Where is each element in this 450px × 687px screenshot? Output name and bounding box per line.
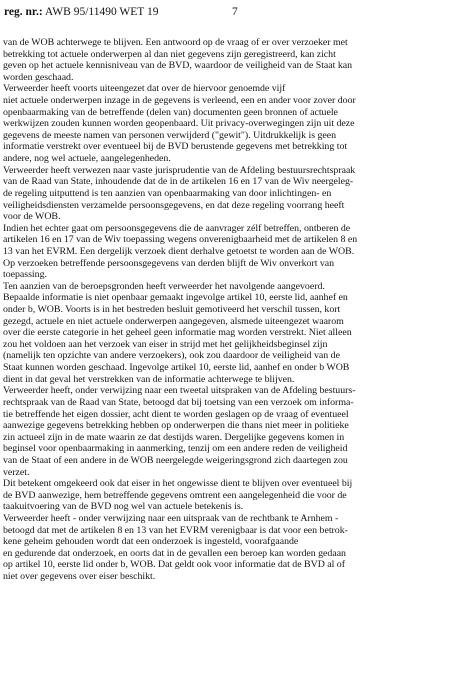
text-line: van de Raad van State, inhoudende dat de in de artikelen 16 en 17 van de Wiv neergeleg- [3,176,354,188]
text-line: onder b, WOB. Voorts is in het bestreden besluit gemotiveerd het verschil tussen, kort [3,304,341,316]
body-text [3,37,443,583]
text-line: (namelijk ten opzichte van andere verzoekers), ook zou daardoor de veiligheid van de [3,350,340,362]
text-line: de regeling uitputtend is ten aanzien van openbaarmaking van door inlichtingen- en [3,187,332,199]
text-line: Op verzoeken betreffende persoonsgegevens van derden blijft de Wiv onverkort van [3,257,335,269]
text-line: en gedurende dat onderzoek, en oorts dat in de gevallen een beroep kan worden gedaan [3,547,346,559]
text-line: veiligheidsdiensten verzamelde persoonsgegevens, en dat deze regeling voorrang heeft [3,199,345,211]
text-line: Verweerder heeft - onder verwijzing naar een uitspraak van de rechtbank te Arnhem - [3,512,339,524]
text-line: kene geheim gehouden wordt dat een onderzoek is ingesteld, voorafgaande [3,536,299,548]
text-line: Verweerder heeft verwezen naar vaste jurisprudentie van de Afdeling bestuursrechtspraak [3,164,356,176]
text-line: artikelen 16 en 17 van de Wiv toepassing wegens onverenigbaarheid met de artikelen 8 en [3,234,358,246]
text-line: beginsel voor openbaarmaking in aanmerking, tenzij om een andere reden de veiligheid [3,443,348,455]
page-number: 7 [232,6,238,18]
text-line: Dit betekent omgekeerd ook dat eiser in het ongewisse dient te blijven over eventueel bij [3,478,353,490]
text-line: zou het voldoen aan het verzoek van eiser in strijd met het gelijkheidsbeginsel zijn [3,338,328,350]
page-header [4,2,440,24]
text-line: Bepaalde informatie is niet openbaar gemaakt ingevolge artikel 10, eerste lid, aanhef en [3,292,348,304]
text-line: gezegd, actuele en niet actuele onderwerpen aangegeven, alsmede uiteengezet waarom [3,315,344,327]
text-line: openbaarmaking van de betreffende (delen van) documenten geen bronnen of actuele [3,106,338,118]
text-line: op artikel 10, eerste lid onder b, WOB. Dat geldt ook voor informatie dat de BVD al of [3,559,345,571]
text-line: andere, nog wel actuele, aangelegenheden. [3,153,171,165]
text-line: betoogd dat met de artikelen 8 en 13 van het EVRM verenigbaar is dat voor een betrok- [3,524,348,536]
text-line: Staat kunnen worden geschaad. Ingevolge artikel 10, eerste lid, aanhef en onder b WOB [3,362,350,374]
text-line: rechtspraak van de Raad van State, betoogd dat bij toetsing van een verzoek om informa- [3,396,354,408]
text-line: de BVD aanwezige, hem betreffende gegevens omtrent een aangelegenheid die voor de [3,489,347,501]
text-line: aanwezige gegevens betrekking hebben op onderwerpen die thans niet meer in politieke [3,420,349,432]
text-line: Ten aanzien van de beroepsgronden heeft verweerder het navolgende aangevoerd. [3,280,325,292]
case-reference [4,6,158,18]
text-line: dient in dat geval het verstrekken van de informatie achterwege te blijven. [3,373,295,385]
text-line: taakuitvoering van de BVD nog wel van actuele betekenis is. [3,501,244,513]
text-line: 13 van het EVRM. Een dergelijk verzoek dient derhalve getoetst te worden aan de WOB. [3,245,355,257]
text-line: verzet. [3,466,30,478]
text-line: toepassing. [3,269,47,281]
text-line: informatie verstrekt over eventueel bij de BVD berustende gegevens met betrekking tot [3,141,348,153]
text-line: gegevens de meeste namen van personen verwijderd ("gewit"). Uitdrukkelijk is geen [3,129,337,141]
text-line: niet over gegevens over eiser beschikt. [3,571,156,583]
text-line: zin actueel zijn in de mate waarin ze dat destijds waren. Dergelijke gegevens komen in [3,431,345,443]
text-line: werkwijzen zouden kunnen worden geopenbaard. Uit privacy-overwegingen zijn uit deze [3,118,355,130]
text-line: betrekking tot actuele onderwerpen al dan niet gegevens zijn geregistreerd, kan zicht [3,48,336,60]
text-line: Indien het echter gaat om persoonsgegevens die de aanvrager zélf betreffen, ontberen de [3,222,351,234]
text-line: Verweerder heeft, onder verwijzing naar een tweetal uitspraken van de Afdeling bestuurs- [3,385,356,397]
text-line: over die eerste categorie in het geheel geen informatie mag worden verstrekt. Niet alleen [3,327,352,339]
reference-number: AWB 95/11490 WET 19 [44,6,159,18]
text-line: Verweerder heeft voorts uiteengezet dat over de hiervoor genoemde vijf [3,83,286,95]
text-line: van de Staat of een andere in de WOB neergelegde weigeringsgrond zich daartegen zou [3,454,348,466]
reference-label: reg. nr.: [4,6,43,18]
text-line: tie betreffende het eigen dossier, acht dient te worden geslagen op de vraag of eventueel [3,408,349,420]
text-line: worden geschaad. [3,71,74,83]
text-line: geven op het actuele kennisniveau van de BVD, waardoor de veiligheid van de Staat kan [3,60,353,72]
text-line: voor de WOB. [3,211,61,223]
text-line: niet actuele onderwerpen inzage in de gegevens is verleend, een en ander voor zover door [3,95,356,107]
text-line: van de WOB achterwege te blijven. Een antwoord op de vraag of er over verzoeker met [3,37,348,48]
